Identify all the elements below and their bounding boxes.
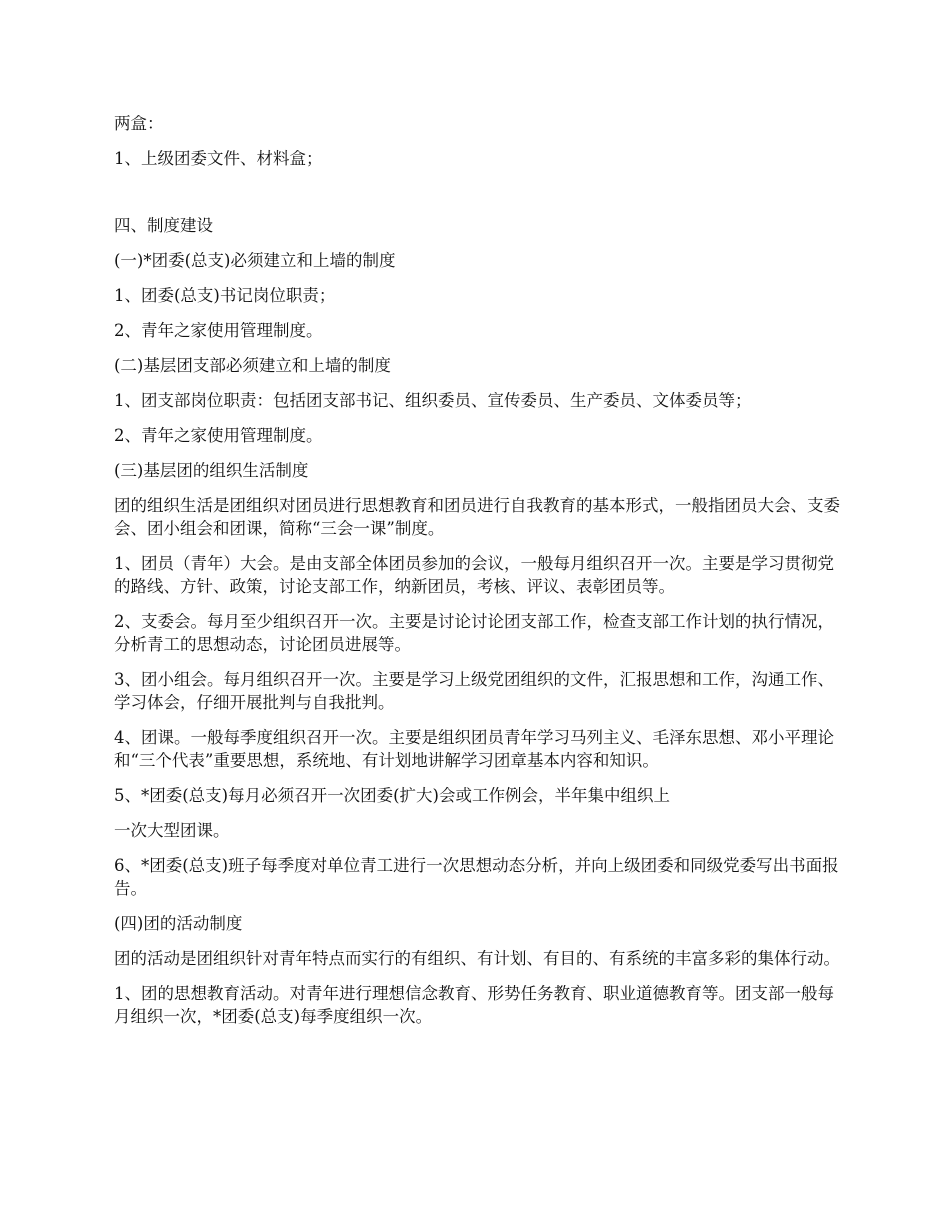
- document-body: [114, 112, 842, 1040]
- subsection-heading: (三)基层团的组织生活制度: [114, 461, 309, 480]
- paragraph: 3、团小组会。每月组织召开一次。主要是学习上级党团组织的文件，汇报思想和工作，沟通工作、学习体会，仔细开展批判与自我批判。: [114, 670, 834, 712]
- paragraph: 1、上级团委文件、材料盒；: [114, 149, 323, 168]
- paragraph: 6、*团委(总支)班子每季度对单位青工进行一次思想动态分析，并向上级团委和同级党委写出书面报告。: [114, 856, 839, 898]
- paragraph: 2、青年之家使用管理制度。: [114, 426, 323, 445]
- paragraph: 一次大型团课。: [114, 821, 230, 840]
- subsection-heading: (二)基层团支部必须建立和上墙的制度: [114, 356, 391, 375]
- subsection-heading: (一)*团委(总支)必须建立和上墙的制度: [114, 251, 396, 270]
- paragraph: 1、团员（青年）大会。是由支部全体团员参加的会议，一般每月组织召开一次。主要是学习贯彻党的路线、方针、政策，讨论支部工作，纳新团员，考核、评议、表彰团员等。: [114, 554, 834, 596]
- paragraph: 4、团课。一般每季度组织召开一次。主要是组织团员青年学习马列主义、毛泽东思想、邓小平理论和“三个代表”重要思想，系统地、有计划地讲解学习团章基本内容和知识。: [114, 728, 834, 770]
- subsection-heading: (四)团的活动制度: [114, 914, 243, 933]
- paragraph: 1、团的思想教育活动。对青年进行理想信念教育、形势任务教育、职业道德教育等。团支部一般每月组织一次，*团委(总支)每季度组织一次。: [114, 984, 834, 1026]
- paragraph: 团的组织生活是团组织对团员进行思想教育和团员进行自我教育的基本形式，一般指团员大会、支委会、团小组会和团课，简称“三会一课”制度。: [114, 496, 840, 538]
- paragraph: 5、*团委(总支)每月必须召开一次团委(扩大)会或工作例会，半年集中组织上: [114, 786, 670, 805]
- paragraph: 2、青年之家使用管理制度。: [114, 321, 323, 340]
- paragraph: 两盒：: [114, 114, 164, 133]
- blank-line: [114, 182, 842, 214]
- paragraph: 1、团支部岗位职责：包括团支部书记、组织委员、宣传委员、生产委员、文体委员等；: [114, 391, 752, 410]
- section-heading: 四、制度建设: [114, 216, 213, 235]
- paragraph: 1、团委(总支)书记岗位职责；: [114, 286, 336, 305]
- paragraph: 2、支委会。每月至少组织召开一次。主要是讨论讨论团支部工作，检查支部工作计划的执行情况，分析青工的思想动态，讨论团员进展等。: [114, 612, 834, 654]
- paragraph: 团的活动是团组织针对青年特点而实行的有组织、有计划、有目的、有系统的丰富多彩的集体行动。: [114, 949, 840, 968]
